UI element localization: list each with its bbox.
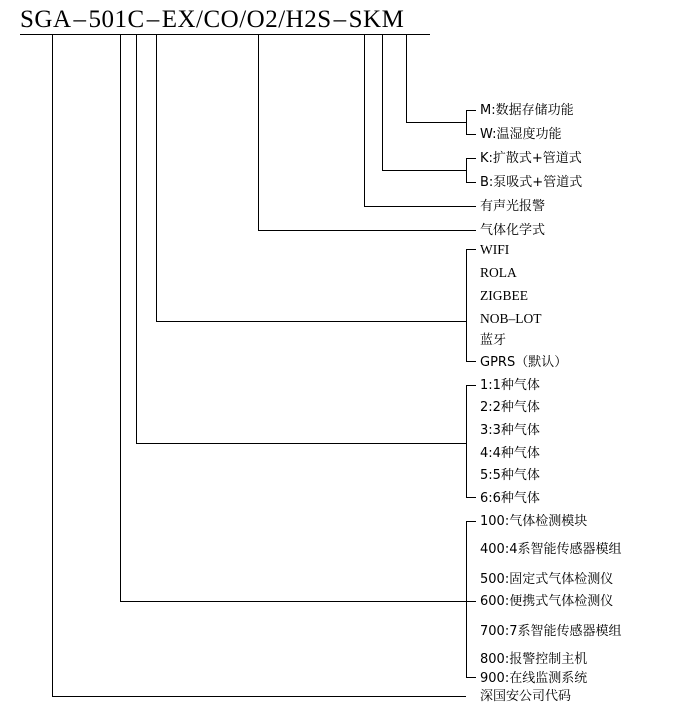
code-segment-2: 501C [88,6,145,33]
connector-gas-chem [258,230,476,231]
code-separator-3: – [333,6,347,33]
code-separator-2: – [146,6,160,33]
connector-alarm [364,206,476,207]
drop-line-gas-chem [258,34,259,230]
connector-k-group [382,170,466,171]
label-series-500: 500:固定式气体检测仪 [480,572,614,587]
tick-comm-gprs [466,361,476,362]
tick-comm-wifi [466,249,476,250]
connector-gas-count-group [136,443,466,444]
drop-line-s [364,34,365,206]
label-gas-count-6: 6:6种气体 [480,491,540,506]
tick-k [466,158,476,159]
code-segment-3: EX/CO/O2/H2S [161,6,332,33]
label-gas-count-2: 2:2种气体 [480,400,540,415]
label-w-temp-humidity: W:温湿度功能 [480,127,562,142]
model-code [20,6,404,34]
tick-gas-count-1 [466,385,476,386]
connector-m-group [406,122,466,123]
tick-m [466,110,476,111]
label-k-diffusion: K:扩散式+管道式 [480,151,582,166]
label-series-800: 800:报警控制主机 [480,652,588,667]
label-comm-zigbee: ZIGBEE [480,288,528,303]
code-segment-1: SGA [20,6,72,33]
tick-series-100 [466,521,476,522]
label-series-900: 900:在线监测系统 [480,671,588,686]
tick-w [466,134,476,135]
bracket-m-group [466,110,467,134]
code-segment-4: SKM [348,6,405,33]
code-separator-1: – [73,6,87,33]
tick-gas-count-6 [466,497,476,498]
label-gas-count-5: 5:5种气体 [480,468,540,483]
code-underline [20,34,430,35]
bracket-series-group [466,521,467,677]
label-comm-gprs: GPRS（默认） [480,355,568,370]
label-alarm: 有声光报警 [480,199,546,214]
connector-series-group [120,601,466,602]
drop-line-m [406,34,407,122]
label-comm-wifi: WIFI [480,242,510,257]
connector-comm-group [156,321,466,322]
tick-series-900 [466,677,476,678]
label-series-100: 100:气体检测模块 [480,514,588,529]
label-gas-count-4: 4:4种气体 [480,446,540,461]
label-series-600: 600:便携式气体检测仪 [480,594,614,609]
label-series-700: 700:7系智能传感器模组 [480,624,622,639]
drop-line-sga [52,34,53,696]
label-comm-bluetooth: 蓝牙 [480,333,507,348]
label-comm-nob-lot: NOB–LOT [480,311,542,326]
drop-line-501 [120,34,121,601]
tick-series-600 [466,601,476,602]
label-series-400: 400:4系智能传感器模组 [480,542,622,557]
label-gas-count-1: 1:1种气体 [480,378,540,393]
drop-line-k [382,34,383,170]
drop-line-c [136,34,137,443]
drop-line-ex [156,34,157,321]
label-gas-chemical: 气体化学式 [480,223,546,238]
bracket-k-group [466,158,467,182]
label-company-code: 深国安公司代码 [480,689,572,704]
tick-b [466,182,476,183]
label-gas-count-3: 3:3种气体 [480,423,540,438]
label-b-pump: B:泵吸式+管道式 [480,175,583,190]
connector-company-code [52,696,466,697]
bracket-gas-count-group [466,385,467,497]
label-comm-rola: ROLA [480,265,517,280]
label-m-storage: M:数据存储功能 [480,103,574,118]
bracket-comm-group [466,249,467,361]
